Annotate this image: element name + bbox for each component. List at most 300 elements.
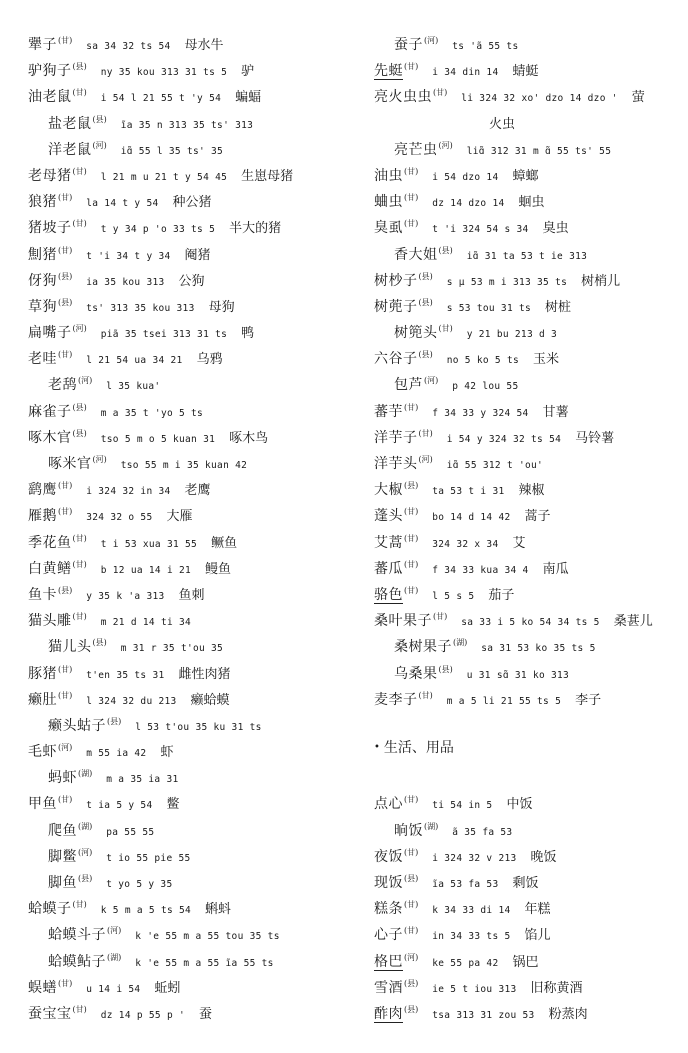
phonetic-transcription: k 'e 55 m a 55 ĩa 55 ts [135, 957, 274, 969]
entry-word: 猪坡子 [28, 220, 72, 237]
entry-word: 蛤蟆子 [28, 901, 72, 918]
region-tag: (县) [72, 62, 87, 72]
phonetic-transcription: ĩa 35 n 313 35 ts' 313 [120, 119, 254, 131]
region-tag: (河) [418, 455, 433, 464]
entry-word: 扁嘴子 [28, 325, 72, 342]
phonetic-transcription: iɑ̃ 55 312 t 'ou' [446, 460, 544, 471]
region-tag: (县) [418, 297, 433, 307]
region-tag: (甘) [404, 533, 419, 543]
entry-gloss: 辣椒 [518, 483, 545, 499]
entry-word: 洋芋头 [374, 456, 418, 472]
region-tag: (县) [404, 1004, 419, 1014]
entry-gloss: 种公猪 [172, 195, 212, 211]
phonetic-transcription: iɑ̃ 31 ta 53 t ie 313 [466, 250, 588, 262]
region-tag: (甘) [404, 62, 419, 72]
entry-word: 雪酒 [374, 979, 403, 996]
phonetic-transcription: m a 5 li 21 55 ts 5 [446, 695, 562, 707]
glossary-entry [28, 421, 358, 447]
glossary-entry [28, 892, 358, 918]
glossary-entry [374, 683, 680, 709]
region-tag: (县) [438, 664, 453, 674]
phonetic-transcription: ts' 313 35 kou 313 [86, 302, 195, 314]
phonetic-transcription: t'en 35 ts 31 [86, 669, 165, 681]
glossary-entry [28, 290, 358, 316]
region-tag: (湖) [453, 638, 468, 648]
entry-word: 毛虾 [28, 744, 57, 761]
entry-gloss: 火虫 [489, 116, 516, 132]
entry-gloss: 马铃薯 [575, 430, 615, 446]
glossary-entry [28, 840, 358, 866]
glossary-entry [374, 866, 680, 892]
entry-gloss: 蒿子 [524, 509, 551, 525]
entry-word: 老哇 [28, 351, 57, 368]
entry-gloss: 粉蒸肉 [548, 1006, 588, 1022]
glossary-entry [28, 395, 358, 421]
phonetic-transcription: y 35 k 'a 313 [86, 590, 165, 602]
entry-word: 蚕宝宝 [28, 1005, 72, 1022]
phonetic-transcription: k 'e 55 m a 55 tou 35 ts [135, 931, 280, 943]
phonetic-transcription: 324 32 o 55 [86, 512, 153, 524]
entry-word: 蛤蟆鲇子 [48, 953, 106, 970]
phonetic-transcription: t 'i 324 54 s 34 [432, 224, 529, 236]
phonetic-transcription: sa 34 32 ts 54 [86, 41, 171, 52]
region-tag: (甘) [404, 795, 419, 805]
phonetic-transcription: m 55 ia 42 [86, 748, 147, 760]
entry-word: 啄木官 [28, 429, 72, 446]
glossary-entry [374, 473, 680, 499]
glossary-entry [28, 316, 358, 342]
entry-word: 老母猪 [28, 167, 72, 184]
phonetic-transcription: sa 33 i 5 ko 54 34 ts 5 [461, 617, 600, 629]
entry-word: 蜈蟮 [28, 979, 57, 996]
glossary-entry [374, 54, 680, 80]
phonetic-transcription: tso 5 m o 5 kuan 31 [100, 433, 216, 445]
glossary-entry [374, 892, 680, 918]
region-tag: (甘) [58, 36, 73, 45]
region-tag: (甘) [72, 533, 87, 543]
entry-word: 六谷子 [374, 351, 418, 368]
entry-word: 香大姐 [394, 246, 438, 263]
region-tag: (县) [404, 481, 419, 491]
entry-word: 猫头雕 [28, 613, 72, 630]
entry-gloss: 半大的猪 [229, 221, 282, 237]
region-tag: (县) [418, 271, 433, 281]
entry-word: 格巴 [374, 953, 403, 970]
entry-word: 季花鱼 [28, 534, 72, 551]
phonetic-transcription: bo 14 d 14 42 [432, 512, 511, 524]
region-tag: (甘) [418, 428, 433, 438]
phonetic-transcription: i 34 din 14 [432, 67, 499, 79]
region-tag: (甘) [72, 219, 87, 229]
region-tag: (甘) [404, 926, 419, 936]
glossary-entry [28, 552, 358, 578]
entry-word: 树杪子 [374, 272, 418, 289]
entry-gloss: 啄木鸟 [229, 430, 269, 446]
region-tag: (甘) [58, 350, 73, 360]
phonetic-transcription: l 21 m u 21 t y 54 45 [100, 171, 228, 183]
region-tag: (县) [404, 874, 419, 883]
entry-gloss: 臭虫 [542, 221, 569, 237]
phonetic-transcription: i 54 l 21 55 t 'y 54 [100, 93, 222, 105]
phonetic-transcription: ny 35 kou 313 31 ts 5 [100, 67, 228, 79]
region-tag: (河) [424, 36, 439, 45]
region-tag: (甘) [72, 900, 87, 910]
glossary-entry [374, 211, 680, 237]
region-tag: (河) [78, 376, 93, 386]
section-title: 生活、用品 [383, 740, 454, 757]
glossary-entry [374, 107, 680, 133]
glossary-entry [28, 159, 358, 185]
region-tag: (河) [404, 952, 419, 962]
glossary-entry [28, 107, 358, 133]
entry-word: 犟子 [28, 37, 57, 53]
glossary-entry [374, 342, 680, 368]
phonetic-transcription: ts 'ã 55 ts [452, 41, 519, 52]
region-tag: (河) [58, 743, 73, 753]
phonetic-transcription: t ia 5 y 54 [86, 800, 153, 812]
region-tag: (湖) [78, 769, 93, 779]
phonetic-transcription: l 35 kua' [106, 381, 161, 393]
phonetic-transcription: pa 55 55 [106, 826, 155, 838]
region-tag: (县) [72, 428, 87, 438]
glossary-entry [28, 735, 358, 761]
phonetic-transcription: i 324 32 in 34 [86, 486, 171, 498]
entry-gloss: 蜻蜓 [512, 64, 539, 80]
entry-word: 蚕子 [394, 37, 423, 53]
region-tag: (县) [92, 114, 107, 124]
glossary-entry [374, 80, 680, 106]
entry-word: 豚猪 [28, 665, 57, 682]
entry-word: 蕃瓜 [374, 560, 403, 577]
entry-word: 亮芒虫 [394, 141, 438, 158]
phonetic-transcription: i 324 32 v 213 [432, 852, 517, 864]
glossary-entry [28, 80, 358, 106]
entry-gloss: 桑葚儿 [613, 614, 653, 630]
entry-word: 蓬头 [374, 508, 403, 525]
phonetic-transcription: y 21 bu 213 d 3 [466, 329, 558, 341]
glossary-entry [28, 578, 358, 604]
entry-gloss: 茄子 [488, 587, 515, 603]
entry-gloss: 鱼刺 [178, 587, 205, 603]
entry-gloss: 年糕 [524, 902, 551, 918]
glossary-entry [374, 630, 680, 656]
glossary-entry [28, 211, 358, 237]
entry-gloss: 李子 [575, 692, 602, 708]
entry-gloss: 母狗 [208, 299, 235, 315]
phonetic-transcription: la 14 t y 54 [86, 198, 159, 210]
entry-gloss: 癞蛤蟆 [190, 692, 230, 708]
entry-gloss: 阉猪 [184, 247, 211, 263]
entry-word: 爬鱼 [48, 822, 77, 839]
region-tag: (河) [78, 847, 93, 857]
entry-word: 癞头蛄子 [48, 717, 106, 734]
region-tag: (河) [438, 140, 453, 150]
bullet-icon: • [374, 742, 380, 754]
glossary-entry [374, 447, 680, 473]
glossary-entry [28, 945, 358, 971]
entry-word: 蕃芋 [374, 403, 403, 420]
region-tag: (河) [92, 455, 107, 464]
phonetic-transcription: l 5 s 5 [432, 590, 475, 602]
entry-word: 包芦 [394, 377, 423, 394]
entry-word: 甲鱼 [28, 796, 57, 813]
phonetic-transcription: li 324 32 xo' dzo 14 dzo ' [461, 93, 618, 105]
entry-word: 白黄鳝 [28, 560, 72, 577]
glossary-entry [28, 447, 358, 473]
entry-word: 猫儿头 [48, 639, 92, 656]
entry-gloss: 大雁 [166, 509, 193, 525]
entry-gloss: 晚饭 [530, 849, 557, 865]
entry-word: 酢肉 [374, 1005, 403, 1022]
region-tag: (县) [58, 585, 73, 595]
region-tag: (甘) [58, 978, 73, 988]
region-tag: (湖) [424, 821, 439, 831]
glossary-entry [28, 814, 358, 840]
entry-gloss: 中饭 [506, 797, 533, 813]
entry-word: 骆色 [374, 586, 403, 603]
left-column [28, 28, 358, 1023]
glossary-entry [374, 133, 680, 159]
entry-gloss: 蚕 [199, 1006, 213, 1022]
entry-gloss: 乌鸦 [196, 352, 223, 368]
glossary-entry [28, 657, 358, 683]
glossary-entry [374, 185, 680, 211]
phonetic-transcription: sa 31 53 ko 35 ts 5 [481, 643, 596, 655]
region-tag: (河) [72, 324, 87, 334]
entry-word: 乌桑果 [394, 665, 438, 682]
entry-gloss: 鳜鱼 [211, 535, 238, 551]
phonetic-transcription: m 31 r 35 t'ou 35 [120, 643, 224, 655]
entry-word: 树蔸子 [374, 298, 418, 315]
entry-word: 糕条 [374, 901, 403, 918]
entry-gloss: 母水牛 [184, 38, 224, 53]
phonetic-transcription: i 54 y 324 32 ts 54 [446, 433, 562, 445]
section-heading [374, 735, 680, 761]
region-tag: (县) [107, 716, 122, 726]
region-tag: (甘) [58, 245, 73, 255]
glossary-entry [28, 918, 358, 944]
region-tag: (甘) [404, 402, 419, 412]
entry-word: 油虫 [374, 167, 403, 184]
entry-word: 蛐虫 [374, 194, 403, 211]
phonetic-transcription: 324 32 x 34 [432, 538, 499, 550]
glossary-entry [374, 657, 680, 683]
glossary-entry [28, 264, 358, 290]
entry-gloss: 南瓜 [542, 561, 569, 577]
phonetic-transcription: dz 14 dzo 14 [432, 198, 505, 210]
glossary-entry [28, 54, 358, 80]
glossary-entry [28, 971, 358, 997]
glossary-entry [374, 238, 680, 264]
region-tag: (甘) [58, 193, 73, 203]
entry-gloss: 蚯蚓 [154, 980, 181, 996]
right-column [374, 28, 680, 1023]
entry-word: 晌饭 [394, 822, 423, 839]
entry-word: 脚鱼 [48, 875, 77, 891]
glossary-entry [28, 604, 358, 630]
glossary-entry [28, 787, 358, 813]
spacer [374, 709, 680, 735]
glossary-entry [374, 499, 680, 525]
glossary-entry [374, 421, 680, 447]
entry-word: 树篼头 [394, 325, 438, 342]
glossary-entry [28, 238, 358, 264]
glossary-entry [28, 368, 358, 394]
region-tag: (甘) [438, 324, 453, 334]
entry-word: 驴狗子 [28, 63, 72, 80]
entry-word: 劁猪 [28, 246, 57, 263]
glossary-entry [28, 683, 358, 709]
glossary-entry [28, 761, 358, 787]
phonetic-transcription: u 31 sɑ̃ 31 ko 313 [466, 669, 570, 681]
entry-gloss: 剩饭 [512, 876, 539, 891]
region-tag: (甘) [58, 690, 73, 700]
entry-gloss: 公狗 [178, 273, 205, 289]
region-tag: (河) [424, 376, 439, 386]
entry-gloss: 蟑螂 [512, 168, 539, 184]
glossary-entry [374, 945, 680, 971]
phonetic-transcription: l 324 32 du 213 [86, 695, 177, 707]
glossary-entry [28, 997, 358, 1023]
entry-gloss: 甘薯 [542, 404, 569, 420]
glossary-entry [374, 604, 680, 630]
glossary-entry [374, 28, 680, 54]
glossary-entry [28, 709, 358, 735]
phonetic-transcription: l 21 54 ua 34 21 [86, 355, 183, 367]
glossary-entry [374, 264, 680, 290]
glossary-entry [374, 840, 680, 866]
entry-word: 老鸹 [48, 377, 77, 394]
entry-gloss: 旧称黄酒 [530, 980, 583, 996]
glossary-entry [374, 552, 680, 578]
glossary-entry [374, 159, 680, 185]
entry-gloss: 鳖 [166, 797, 180, 813]
phonetic-transcription: in 34 33 ts 5 [432, 931, 511, 943]
glossary-entry [28, 133, 358, 159]
entry-word: 心子 [374, 927, 403, 944]
entry-gloss: 萤 [631, 90, 645, 106]
region-tag: (县) [418, 350, 433, 360]
entry-gloss: 驴 [241, 64, 255, 80]
entry-word: 癞肚 [28, 691, 57, 708]
glossary-entry [374, 997, 680, 1023]
entry-word: 麦李子 [374, 691, 418, 708]
entry-gloss: 老鹰 [184, 483, 211, 499]
region-tag: (县) [404, 978, 419, 988]
region-tag: (县) [58, 297, 73, 307]
glossary-entry [374, 814, 680, 840]
glossary-entry [28, 526, 358, 552]
region-tag: (甘) [72, 166, 87, 176]
phonetic-transcription: ti 54 in 5 [432, 800, 493, 812]
entry-word: 蚂虾 [48, 770, 77, 787]
phonetic-transcription: ia 35 kou 313 [86, 276, 165, 288]
region-tag: (河) [107, 926, 122, 936]
glossary-entry [28, 630, 358, 656]
phonetic-transcription: k 5 m a 5 ts 54 [100, 905, 192, 917]
glossary-entry [374, 787, 680, 813]
glossary-entry [374, 971, 680, 997]
phonetic-transcription: i 54 dzo 14 [432, 171, 499, 183]
entry-word: 啄米官 [48, 456, 92, 472]
phonetic-transcription: f 34 33 y 324 54 [432, 407, 529, 419]
glossary-entry [374, 316, 680, 342]
phonetic-transcription: m 21 d 14 ti 34 [100, 617, 192, 629]
glossary-entry [28, 342, 358, 368]
region-tag: (甘) [404, 559, 419, 569]
entry-gloss: 蛔虫 [518, 195, 545, 211]
phonetic-transcription: b 12 ua 14 i 21 [100, 564, 192, 576]
phonetic-transcription: t 'i 34 t y 34 [86, 250, 171, 262]
entry-gloss: 鸭 [241, 326, 255, 342]
phonetic-transcription: f 34 33 kua 34 4 [432, 564, 529, 576]
phonetic-transcription: l 53 t'ou 35 ku 31 ts [135, 721, 262, 733]
region-tag: (县) [58, 271, 73, 281]
glossary-entry [374, 918, 680, 944]
phonetic-transcription: m a 35 t 'yo 5 ts [100, 407, 204, 419]
phonetic-transcription: s 53 tou 31 ts [446, 302, 532, 314]
phonetic-transcription: u 14 i 54 [86, 983, 141, 995]
entry-gloss: 馅儿 [524, 928, 551, 944]
region-tag: (甘) [58, 507, 73, 517]
region-tag: (县) [78, 874, 93, 883]
entry-word: 脚鳖 [48, 848, 77, 865]
glossary-entry [374, 578, 680, 604]
entry-word: 麻雀子 [28, 403, 72, 420]
entry-gloss: 虾 [160, 745, 174, 761]
phonetic-transcription: ã 35 fa 53 [452, 826, 513, 838]
region-tag: (甘) [404, 585, 419, 595]
region-tag: (甘) [404, 847, 419, 857]
entry-word: 洋老鼠 [48, 141, 92, 158]
region-tag: (甘) [404, 219, 419, 229]
region-tag: (县) [438, 245, 453, 255]
region-tag: (县) [92, 638, 107, 648]
entry-gloss: 锅巴 [512, 954, 539, 970]
phonetic-transcription: ie 5 t iou 313 [432, 983, 517, 995]
region-tag: (甘) [418, 690, 433, 700]
region-tag: (甘) [404, 900, 419, 910]
phonetic-transcription: k 34 33 di 14 [432, 905, 511, 917]
entry-word: 草狗 [28, 298, 57, 315]
region-tag: (甘) [72, 88, 87, 98]
entry-gloss: 艾 [512, 535, 526, 551]
phonetic-transcription: t i 53 xua 31 55 [100, 538, 198, 550]
entry-word: 油老鼠 [28, 89, 72, 106]
region-tag: (甘) [72, 612, 87, 622]
entry-word: 蛤蟆斗子 [48, 927, 106, 944]
region-tag: (河) [92, 140, 107, 150]
region-tag: (甘) [404, 166, 419, 176]
entry-gloss: 鳗鱼 [205, 561, 232, 577]
spacer [374, 761, 680, 787]
region-tag: (湖) [78, 821, 93, 831]
entry-word: 鱼卡 [28, 586, 57, 603]
phonetic-transcription: no 5 ko 5 ts [446, 355, 519, 367]
glossary-entry [28, 499, 358, 525]
phonetic-transcription: ke 55 pa 42 [432, 957, 499, 969]
glossary-entry [374, 290, 680, 316]
region-tag: (甘) [404, 193, 419, 203]
region-tag: (甘) [58, 795, 73, 805]
glossary-entry [374, 395, 680, 421]
region-tag: (甘) [433, 88, 448, 98]
phonetic-transcription: tso 55 m i 35 kuan 42 [120, 460, 248, 471]
glossary-entry [374, 368, 680, 394]
entry-gloss: 蝌蚪 [205, 902, 232, 918]
entry-word: 伢狗 [28, 272, 57, 289]
phonetic-transcription: ĩa 53 fa 53 [432, 879, 499, 890]
